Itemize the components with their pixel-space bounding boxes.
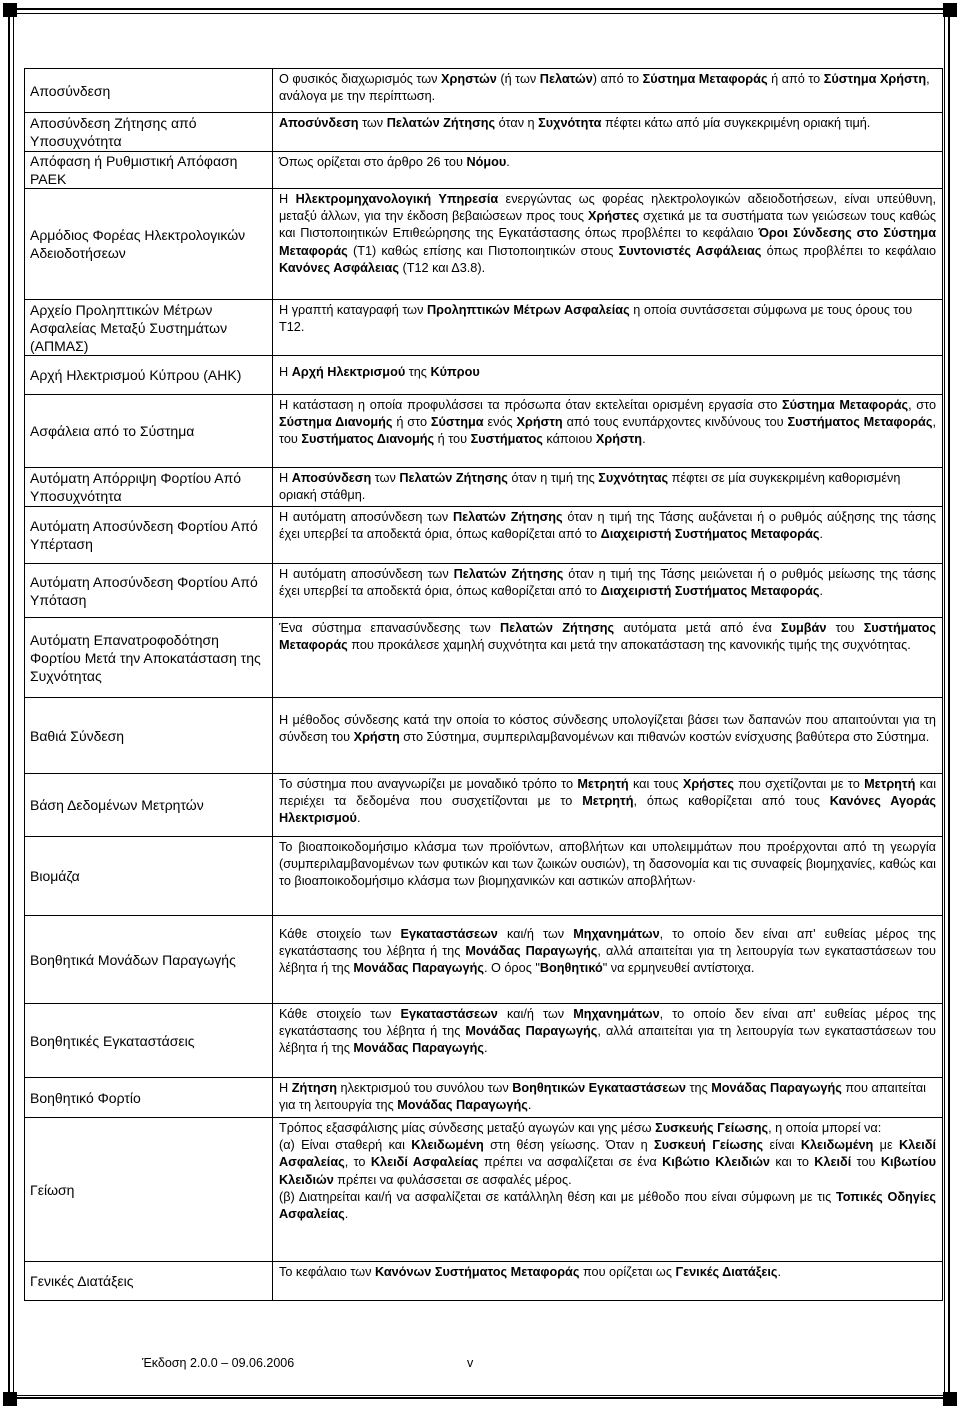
table-row — [25, 698, 943, 774]
term: Γείωση — [30, 1181, 75, 1198]
table-row — [25, 152, 943, 189]
table-row — [25, 1118, 943, 1262]
definition: Η κατάσταση η οποία προφυλάσσει τα πρόσωπα όταν εκτελείται ορισμένη εργασία στο Σύστημα Μεταφοράς, στο Σύστημα Διανομής ή στο Σύστημα ενός Χρήστη από τους ενυπάρχοντες κινδύνους του Συστήματος Μεταφοράς, του Συστήματος Διανομής ή του Συστήματος κάποιου Χρήστη. — [279, 398, 936, 447]
table-row — [25, 395, 943, 468]
table-row — [25, 468, 943, 507]
term: Βιομάζα — [30, 868, 80, 884]
definition: Τρόπος εξασφάλισης μίας σύνδεσης μεταξύ αγωγών και γης μέσω Συσκευής Γείωσης, η οποία μπορεί να: (α) Είναι σταθερή και Κλειδωμένη στη θέση γείωσης. Όταν η Συσκευή Γείωσης είναι Κλειδωμένη με Κλειδί Ασφαλείας, το Κλειδί Ασφαλείας πρέπει να ασφαλίζεται σε ένα Κιβώτιο Κλειδιών και το Κλειδί του Κιβωτίου Κλειδιών πρέπει να φυλάσσεται σε ασφαλές μέρος. (β) Διατηρείται και/ή να ασφαλίζεται σε κατάλληλη θέση και με μέθοδο που είναι σύμφωνη με τις Τοπικές Οδηγίες Ασφαλείας. — [279, 1121, 936, 1222]
corner-ornament — [943, 1392, 957, 1406]
table-row — [25, 837, 943, 916]
edition-footer: Έκδοση 2.0.0 – 09.06.2006 — [142, 1356, 295, 1370]
definition: Το βιοαποικοδομήσιμο κλάσμα των προϊόντων, αποβλήτων και υπολειμμάτων που προέρχονται από τη γεωργία (συμπεριλαμβανομένων των φυτικών και των ζωικών ουσιών), τη δασονομία και τις συναφείς βιομηχανίες, καθώς και το βιοαποικοδομήσιμο κλάσμα των βιομηχανικών και αστικών αποβλήτων· — [279, 840, 936, 889]
corner-ornament — [943, 3, 957, 17]
definition: Κάθε στοιχείο των Εγκαταστάσεων και/ή των Μηχανημάτων, το οποίο δεν είναι απ' ευθείας μέρος της εγκατάστασης του λέβητα ή της Μονάδας Παραγωγής, αλλά απαιτείται για τη λειτουργία των εγκαταστάσεων του λέβητα ή της Μονάδας Παραγωγής. Ο όρος "Βοηθητικό" να ερμηνευθεί αντίστοιχα. — [279, 927, 936, 976]
definition: Η Αποσύνδεση των Πελατών Ζήτησης όταν η τιμή της Συχνότητας πέφτει σε μία συγκεκριμένη καθορισμένη οριακή στάθμη. — [279, 471, 901, 503]
term: Αυτόματη Επανατροφοδότηση Φορτίου Μετά την Αποκατάσταση της Συχνότητας — [30, 631, 261, 684]
term: Βοηθητικά Μονάδων Παραγωγής — [30, 951, 236, 968]
term: Αυτόματη Αποσύνδεση Φορτίου Από Υπέρταση — [30, 518, 258, 552]
definition: Όπως ορίζεται στο άρθρο 26 του Νόμου. — [279, 155, 510, 169]
table-row — [25, 618, 943, 698]
term: Βοηθητικό Φορτίο — [30, 1089, 141, 1106]
definition: Η μέθοδος σύνδεσης κατά την οποία το κόστος σύνδεσης υπολογίζεται βάσει των δαπανών που απαιτούνται για τη σύνδεση του Χρήστη στο Σύστημα, συμπεριλαμβανομένων και πιθανών κοστών ενίσχυσης βαθύτερα στο Σύστημα. — [279, 713, 936, 745]
definition: Το κεφάλαιο των Κανόνων Συστήματος Μεταφοράς που ορίζεται ως Γενικές Διατάξεις. — [279, 1265, 782, 1279]
table-row — [25, 189, 943, 300]
term: Αρχή Ηλεκτρισμού Κύπρου (ΑΗΚ) — [30, 367, 242, 383]
definition: Ο φυσικός διαχωρισμός των Χρηστών (ή των Πελατών) από το Σύστημα Μεταφοράς ή από το Σύστημα Χρήστη, ανάλογα με την περίπτωση. — [279, 72, 930, 104]
definition: Κάθε στοιχείο των Εγκαταστάσεων και/ή των Μηχανημάτων, το οποίο δεν είναι απ' ευθείας μέρος της εγκατάστασης του λέβητα ή της Μονάδας Παραγωγής, αλλά απαιτείται για τη λειτουργία των εγκαταστάσεων του λέβητα ή της Μονάδας Παραγωγής. — [279, 1007, 936, 1056]
table-row — [25, 113, 943, 152]
table-row — [25, 356, 943, 395]
table-row — [25, 69, 943, 113]
term: Γενικές Διατάξεις — [30, 1273, 134, 1289]
page-number: v — [467, 1356, 474, 1370]
term: Αποσύνδεση Ζήτησης από Υποσυχνότητα — [30, 115, 197, 149]
term: Αρχείο Προληπτικών Μέτρων Ασφαλείας Μεταξύ Συστημάτων (ΑΠΜΑΣ) — [30, 301, 228, 354]
definition: Η γραπτή καταγραφή των Προληπτικών Μέτρων Ασφαλείας η οποία συντάσσεται σύμφωνα με τους όρους του Τ12. — [279, 303, 913, 335]
definition: Η αυτόματη αποσύνδεση των Πελατών Ζήτησης όταν η τιμή της Τάσης αυξάνεται ή ο ρυθμός αύξησης της τάσης έχει υπερβεί τα αποδεκτά όρια, όπως καθορίζεται από το Διαχειριστή Συστήματος Μεταφοράς. — [279, 510, 936, 542]
term: Αυτόματη Αποσύνδεση Φορτίου Από Υπόταση — [30, 573, 258, 608]
table-row — [25, 507, 943, 564]
term: Ασφάλεια από το Σύστημα — [30, 423, 195, 439]
definition: Το σύστημα που αναγνωρίζει με μοναδικό τρόπο το Μετρητή και τους Χρήστες που σχετίζονται με το Μετρητή και περιέχει τα δεδομένα που συσχετίζονται με το Μετρητή, όπως καθορίζεται από τους Κανόνες Αγοράς Ηλεκτρισμού. — [279, 777, 937, 826]
term: Βοηθητικές Εγκαταστάσεις — [30, 1032, 195, 1049]
definition: Αποσύνδεση των Πελατών Ζήτησης όταν η Συχνότητα πέφτει κάτω από μία συγκεκριμένη οριακή τιμή. — [279, 116, 871, 130]
table-row — [25, 564, 943, 618]
definition: Η Ζήτηση ηλεκτρισμού του συνόλου των Βοηθητικών Εγκαταστάσεων της Μονάδας Παραγωγής που απαιτείται για τη λειτουργία της Μονάδας Παραγωγής. — [279, 1081, 926, 1113]
term: Αρμόδιος Φορέας Ηλεκτρολογικών Αδειοδοτήσεων — [30, 227, 246, 261]
glossary-table — [24, 68, 943, 1301]
term: Βαθιά Σύνδεση — [30, 727, 125, 744]
table-row — [25, 774, 943, 837]
table-row — [25, 1262, 943, 1301]
table-row — [25, 1078, 943, 1118]
definition: Ένα σύστημα επανασύνδεσης των Πελατών Ζήτησης αυτόματα μετά από ένα Συμβάν του Συστήματος Μεταφοράς που προκάλεσε χαμηλή συχνότητα και μετά την αποκατάσταση της κανονικής τιμής της συχνότητας. — [279, 621, 936, 653]
term: Βάση Δεδομένων Μετρητών — [30, 797, 204, 813]
term: Αυτόματη Απόρριψη Φορτίου Από Υποσυχνότητα — [30, 470, 242, 504]
definition: Η Αρχή Ηλεκτρισμού της Κύπρου — [279, 365, 480, 379]
table-row — [25, 1004, 943, 1078]
term: Απόφαση ή Ρυθμιστική Απόφαση ΡΑΕΚ — [30, 153, 238, 187]
corner-ornament — [3, 1392, 17, 1406]
definition: Η αυτόματη αποσύνδεση των Πελατών Ζήτησης όταν η τιμή της Τάσης μειώνεται ή ο ρυθμός μείωσης της τάσης έχει υπερβεί τα αποδεκτά όρια, όπως καθορίζεται από το Διαχειριστή Συστήματος Μεταφοράς. — [279, 567, 936, 599]
definition: Η Ηλεκτρομηχανολογική Υπηρεσία ενεργώντας ως φορέας ηλεκτρολογικών αδειοδοτήσεων, είναι υπεύθυνη, μεταξύ άλλων, για την έκδοση βεβαιώσεων προς τους Χρήστες σχετικά με τα συστήματα των γειώσεων τους καθώς και Πιστοποιητικών Επιθεώρησης της Εγκατάστασης όπως προβλέπει το κεφάλαιο Όροι Σύνδεσης στο Σύστημα Μεταφοράς (Τ1) καθώς επίσης και Πιστοποιητικών στους Συντονιστές Ασφάλειας όπως προβλέπει το κεφάλαιο Κανόνες Ασφάλειας (Τ12 και Δ3.8). — [279, 192, 936, 275]
table-row — [25, 916, 943, 1004]
corner-ornament — [3, 3, 17, 17]
term: Αποσύνδεση — [30, 83, 111, 99]
table-row — [25, 300, 943, 356]
